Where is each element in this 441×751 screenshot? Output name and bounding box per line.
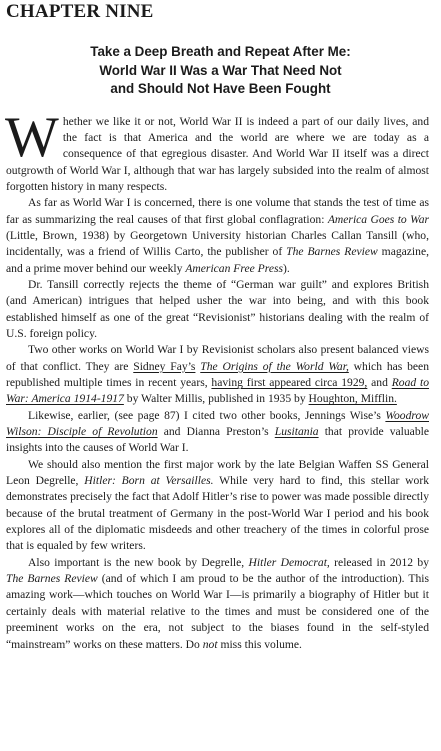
magazine-title: The Barnes Review [6,572,98,586]
text-run: released in 2012 by [329,555,429,569]
underlined-phrase: having first appeared circa 1929, [211,376,368,389]
chapter-title-line-2: World War II Was a War That Need Not [99,62,342,78]
magazine-title: The Barnes Review [286,245,378,259]
chapter-title [6,43,429,99]
text-run: miss this volume. [217,637,302,651]
text-run: (and of which I am proud to be the author of the introduction). This amazing work—which touches on World War I—is primarily a biography of Hitler but it certainly deals with material relative to the times and must be considered one of the preeminent works on the era, not subject to the biases found in the self-styled “mainstream” works on these matters. Do [6,572,429,651]
body-text [5,105,430,653]
text-run: Also important is the new book by Degrelle, [28,555,249,569]
text-run: As far as World War I is concerned, there is one volume that stands the test of time as far as summarizing the real causes of that first global conflagration: [6,196,429,226]
text-run: While very hard to find, this stellar work demonstrates precisely the fact that Adolf Hitler’s rise to power was made possible directly because of the brutal treatment of Germany in the post-World War I period and his book explores all of the diplomatic misdeeds and other treachery of the times in colorful prose that is equaled by few writers. [6,474,429,553]
text-run: ). [283,261,290,275]
text-run: and Dianna Preston’s [157,425,275,439]
book-title: Hitler Democrat, [248,555,330,569]
book-title-underlined: Woodrow Wilson: Disciple of Revolution [6,408,429,439]
chapter-title-line-3: and Should Not Have Been Fought [110,81,331,96]
paragraph-6 [6,457,429,555]
text-run: Two other works on World War I by Revisionist scholars also present balanced views of that conflict. They are [6,343,429,373]
text-run: We should also mention the first major work by the late Belgian Waffen SS General Leon Degrelle, [6,457,429,488]
paragraph-5 [6,408,429,457]
book-title-underlined: Road to War: America 1914-1917 [6,376,430,406]
chapter-title-line-1: Take a Deep Breath and Repeat After Me: [90,44,351,59]
underlined-author: Sidney Fay’s [133,359,196,373]
paragraph-3: Dr. Tansill correctly rejects the theme of “German war guilt” and explores British (and American) intrigues that helped usher the war into being, and with this book established himself as one of the great “Revisionist” historians dealing with the realm of U.S. foreign policy. [6,277,429,340]
text-run: (Little, Brown, 1938) by Georgetown University historian Charles Callan Tansill (who, incidentally, was a friend of Willis Carto, the publisher of [6,228,429,259]
text-run: that provide valuable insights into the causes of World War I. [6,425,429,455]
paragraph-1 [5,105,429,196]
paragraph-7 [6,555,429,653]
drop-cap: W [5,105,59,169]
book-title-underlined: Lusitania [274,425,319,439]
text-run: by Walter Millis, published in 1935 by [123,392,309,406]
text-run: which has been republished multiple times in recent years, [6,359,430,389]
paragraph-4 [6,342,429,407]
paragraph-2 [6,195,429,277]
book-title-underlined: The Origins of the World War, [200,359,349,373]
book-title: Hitler: Born at Versailles. [84,474,214,488]
chapter-heading: CHAPTER NINE [6,1,154,22]
newspaper-title: American Free Press [185,261,283,275]
text-run: Likewise, earlier, (see page 87) I cited two other books, Jennings Wise’s [28,408,386,422]
paragraph-1-text: hether we like it or not, World War II is indeed a part of our daily lives, and the fact is that America and the world are where we are today as a consequence of that egregious disaster. And World War II itself was a direct outgrowth of World War I, although that war has largely subsided into the realm of almost forgotten history in many respects. [6,114,429,193]
underlined-publisher: Houghton, Mifflin. [308,392,397,406]
text-run: and [367,376,392,389]
emphasis: not [202,637,218,651]
text-run: magazine, and a prime mover behind our weekly [6,245,429,275]
book-title: America Goes to War [327,212,430,226]
